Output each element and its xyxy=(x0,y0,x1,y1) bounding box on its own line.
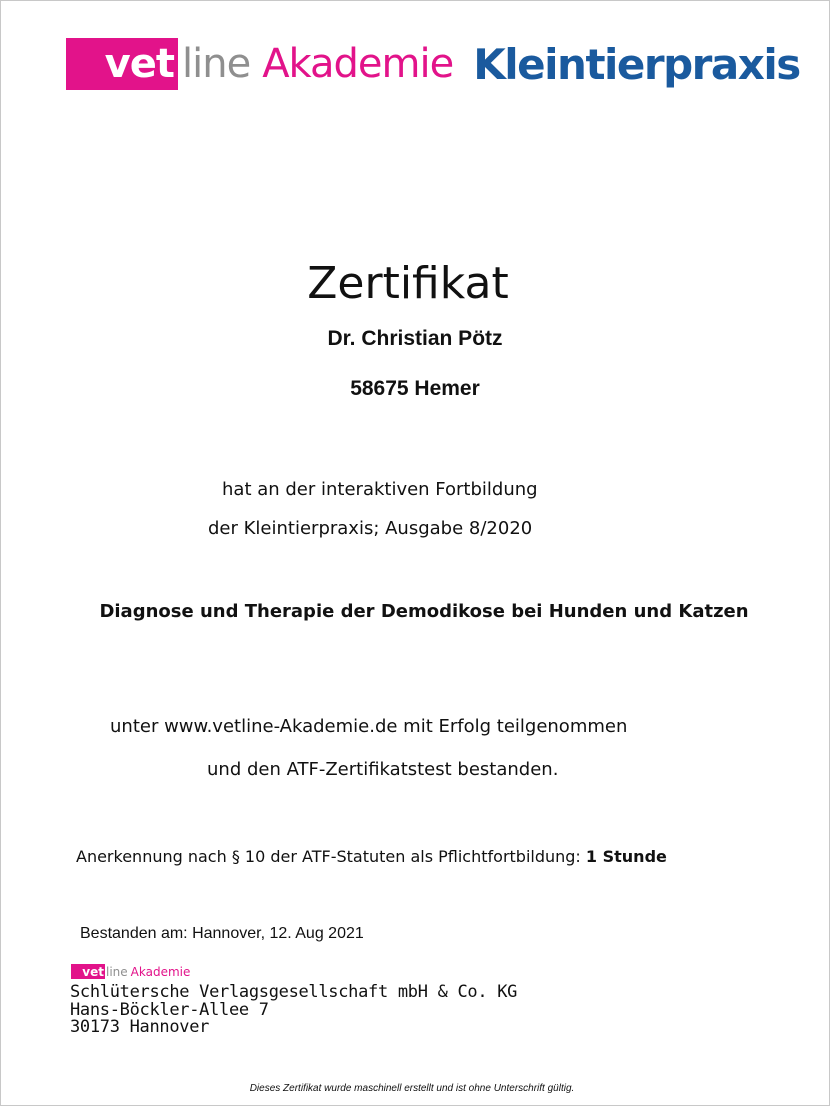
body-line-2: der Kleintierpraxis; Ausgabe 8/2020 xyxy=(208,518,533,539)
logo-line: line xyxy=(182,41,251,87)
publisher-street: Hans-Böckler-Allee 7 xyxy=(70,1000,269,1020)
vetline-akademie-kleintierpraxis-logo xyxy=(66,38,800,90)
body-line-1: hat an der interaktiven Fortbildung xyxy=(222,479,538,500)
small-vetline-logo xyxy=(71,964,190,979)
passed-date: Bestanden am: Hannover, 12. Aug 2021 xyxy=(80,925,364,942)
footer-note: Dieses Zertifikat wurde maschinell erstellt und ist ohne Unterschrift gültig. xyxy=(249,1083,575,1094)
small-logo-vet: vet xyxy=(71,964,105,979)
logo-kleintierpraxis: Kleintierpraxis xyxy=(473,39,800,89)
recognition-text: Anerkennung nach § 10 der ATF-Statuten als Pflichtfortbildung: xyxy=(76,847,586,866)
logo-vet: vet xyxy=(66,38,178,90)
body-line-4: und den ATF-Zertifikatstest bestanden. xyxy=(207,759,559,780)
course-title: Diagnose und Therapie der Demodikose bei Hunden und Katzen xyxy=(99,601,749,622)
publisher-name: Schlütersche Verlagsgesellschaft mbH & Co. KG xyxy=(70,982,518,1002)
body-line-3: unter www.vetline-Akademie.de mit Erfolg teilgenommen xyxy=(110,716,628,737)
publisher-city: 30173 Hannover xyxy=(70,1017,210,1037)
recipient-name: Dr. Christian Pötz xyxy=(327,327,503,350)
small-logo-line: line xyxy=(106,964,128,979)
recipient-city: 58675 Hemer xyxy=(350,377,480,400)
small-logo-akademie: Akademie xyxy=(130,964,191,979)
logo-akademie: Akademie xyxy=(262,41,454,87)
recognition-hours: 1 Stunde xyxy=(585,847,667,866)
certificate-title: Zertifikat xyxy=(307,258,509,309)
recognition-line xyxy=(76,847,667,866)
